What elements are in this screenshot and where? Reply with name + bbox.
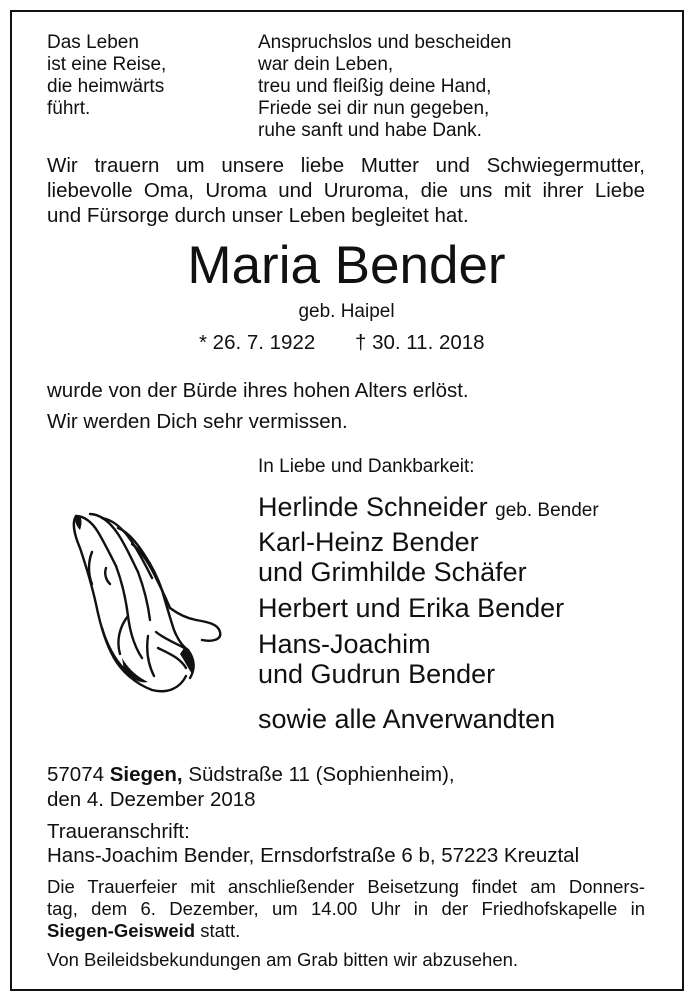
intro-line: Wir trauern um unsere liebe Mutter und Schwiegermutter, — [47, 154, 645, 177]
mourners-closing: sowie alle Anverwandten — [258, 704, 556, 734]
mourner-first — [258, 492, 599, 526]
place-line — [47, 762, 455, 787]
quote-left-line: die heimwärts — [47, 76, 165, 97]
quote-right-line: Friede sei dir nun gegeben, — [258, 98, 490, 119]
praying-hands-icon — [62, 508, 224, 694]
deceased-birth-name: geb. Haipel — [298, 301, 395, 322]
quote-left-line: führt. — [47, 98, 91, 119]
mourner-name: Herlinde Schneider — [258, 492, 488, 522]
quote-left-line: ist eine Reise, — [47, 54, 167, 75]
funeral-line: tag, dem 6. Dezember, um 14.00 Uhr in der Friedhofskapelle in — [47, 898, 645, 919]
funeral-line — [47, 920, 645, 942]
city: Siegen, — [109, 763, 183, 786]
intro-line: liebevolle Oma, Uroma und Ururoma, die uns mit ihrer Liebe — [47, 179, 645, 202]
condolence-note: Von Beileidsbekundungen am Grab bitten wir abzusehen. — [47, 949, 519, 970]
quote-left — [47, 32, 166, 120]
funeral-line: Die Trauerfeier mit anschließender Beisetzung findet am Donners- — [47, 876, 645, 897]
intro-line: und Fürsorge durch unser Leben begleitet hat. — [47, 204, 469, 227]
mourner-line: und Grimhilde Schäfer — [258, 557, 527, 587]
date-line: den 4. Dezember 2018 — [47, 788, 256, 811]
mourner-line: Karl-Heinz Bender — [258, 527, 479, 557]
released-text: wurde von der Bürde ihres hohen Alters erlöst. — [47, 379, 469, 402]
mourning-address-value: Hans-Joachim Bender, Ernsdorfstraße 6 b, 57223 Kreuztal — [47, 844, 580, 867]
address: Südstraße 11 (Sophienheim), — [188, 763, 455, 786]
death-date: † 30. 11. 2018 — [355, 331, 485, 354]
quote-right-line: treu und fleißig deine Hand, — [258, 76, 492, 97]
funeral-suffix: statt. — [200, 920, 241, 941]
miss-text: Wir werden Dich sehr vermissen. — [47, 410, 348, 433]
mourner-line: Hans-Joachim — [258, 629, 431, 659]
intro-text — [47, 153, 645, 228]
quote-right-line: Anspruchslos und bescheiden — [258, 32, 512, 53]
mourning-address-label: Traueranschrift: — [47, 820, 190, 843]
birth-date: * 26. 7. 1922 — [199, 331, 316, 354]
mourner-birth-name: geb. Bender — [495, 500, 599, 521]
quote-right-line: ruhe sanft und habe Dank. — [258, 120, 482, 141]
quote-right — [258, 32, 512, 142]
mourners-intro: In Liebe und Dankbarkeit: — [258, 456, 475, 477]
mourner-line: Herbert und Erika Bender — [258, 593, 565, 623]
deceased-name: Maria Bender — [187, 236, 506, 295]
funeral-location: Siegen-Geisweid — [47, 920, 196, 941]
quote-left-line: Das Leben — [47, 32, 139, 53]
mourner-line: und Gudrun Bender — [258, 659, 496, 689]
quote-right-line: war dein Leben, — [258, 54, 394, 75]
mourner-list — [258, 527, 564, 689]
postcode: 57074 — [47, 763, 105, 786]
funeral-info — [47, 876, 645, 942]
